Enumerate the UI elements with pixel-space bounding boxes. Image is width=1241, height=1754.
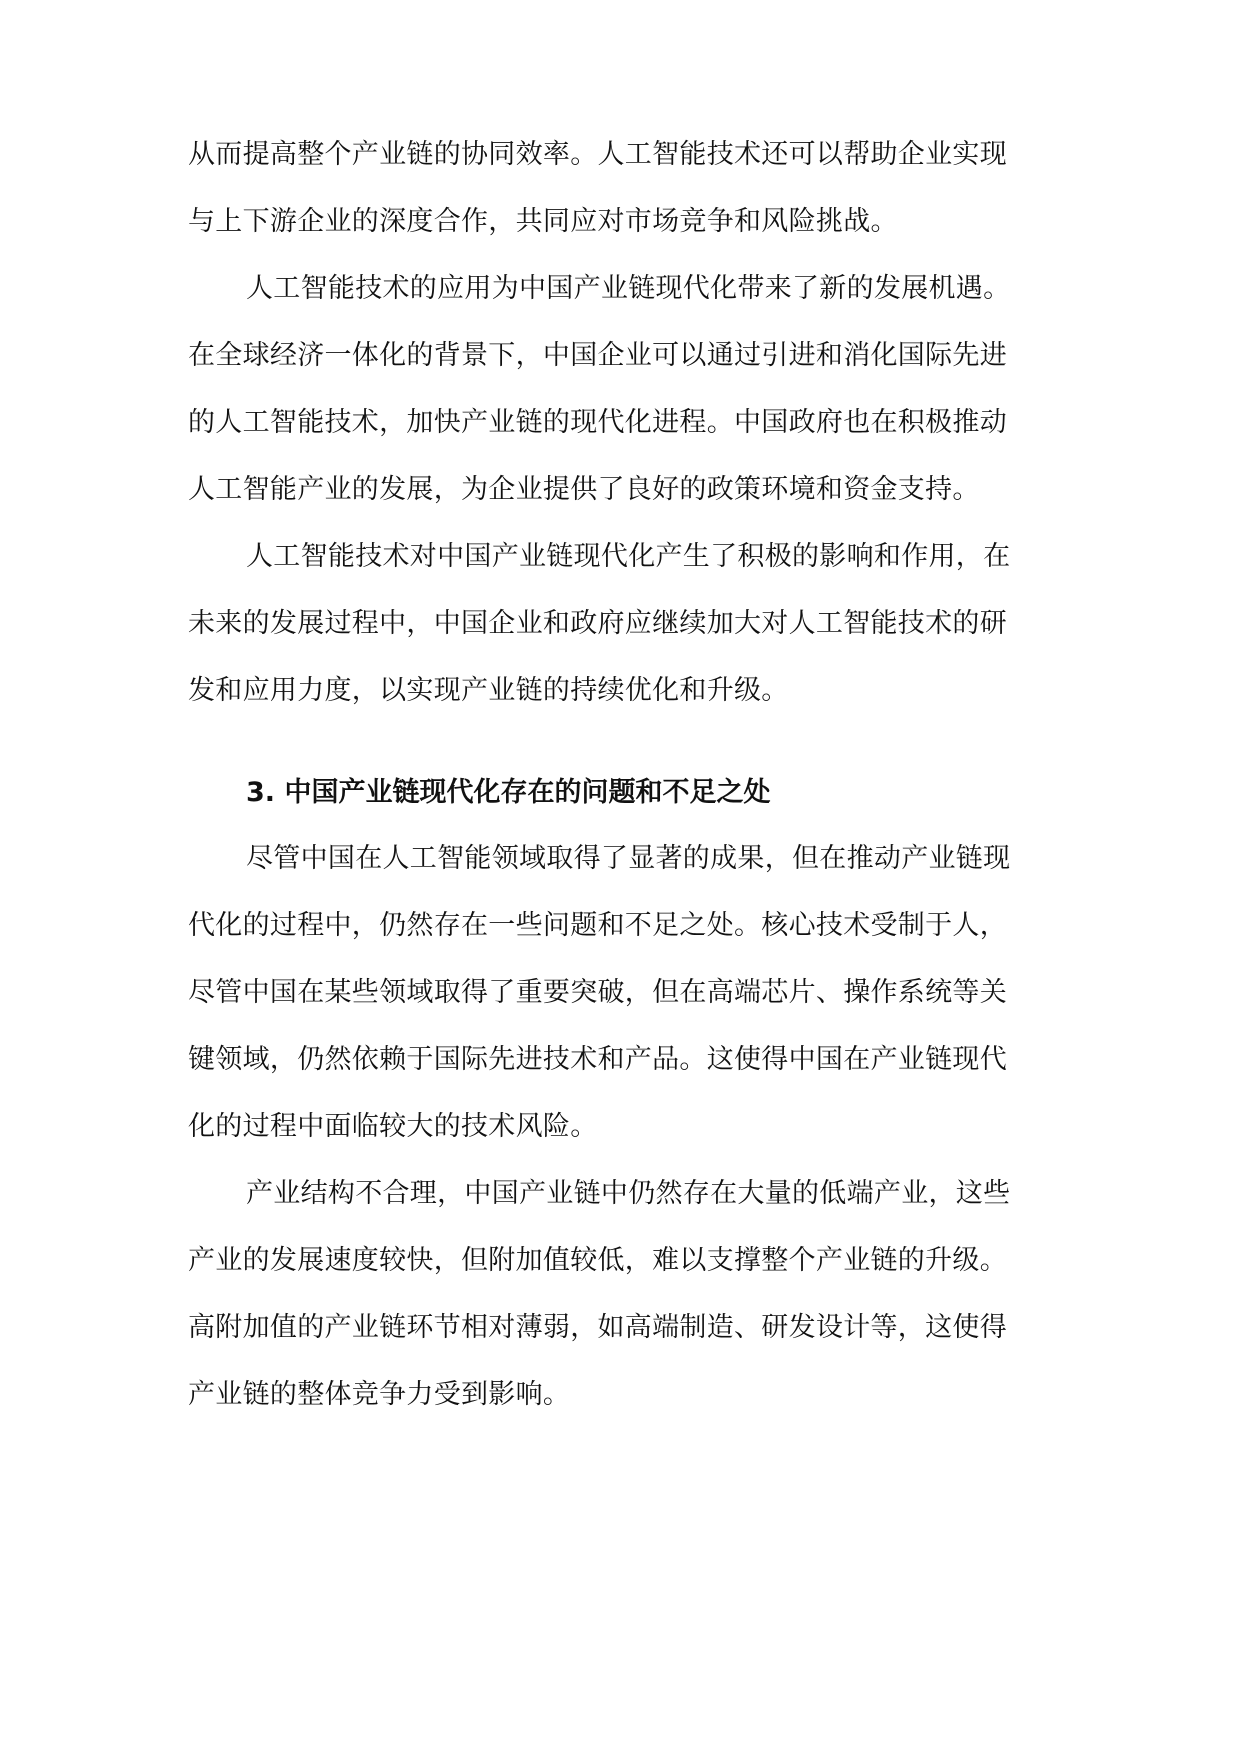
paragraph-3-line-2: 未来的发展过程中，中国企业和政府应继续加大对人工智能技术的研 — [188, 608, 1007, 639]
paragraph-4-line-2: 代化的过程中，仍然存在一些问题和不足之处。核心技术受制于人， — [188, 910, 1007, 941]
paragraph-5-line-1: 产业结构不合理，中国产业链中仍然存在大量的低端产业，这些 — [246, 1178, 1011, 1209]
section-heading: 3. 中国产业链现代化存在的问题和不足之处 — [246, 777, 771, 808]
paragraph-3-line-3: 发和应用力度，以实现产业链的持续优化和升级。 — [188, 675, 789, 706]
paragraph-2-line-2: 在全球经济一体化的背景下，中国企业可以通过引进和消化国际先进 — [188, 340, 1007, 371]
paragraph-1-line-1: 从而提高整个产业链的协同效率。人工智能技术还可以帮助企业实现 — [188, 139, 1007, 170]
paragraph-2-line-4: 人工智能产业的发展，为企业提供了良好的政策环境和资金支持。 — [188, 474, 980, 505]
paragraph-2-line-1: 人工智能技术的应用为中国产业链现代化带来了新的发展机遇。 — [246, 273, 1011, 304]
paragraph-5-line-4: 产业链的整体竞争力受到影响。 — [188, 1379, 571, 1410]
paragraph-4-line-1: 尽管中国在人工智能领域取得了显著的成果，但在推动产业链现 — [246, 843, 1011, 874]
paragraph-4-line-3: 尽管中国在某些领域取得了重要突破，但在高端芯片、操作系统等关 — [188, 977, 1007, 1008]
paragraph-2-line-3: 的人工智能技术，加快产业链的现代化进程。中国政府也在积极推动 — [188, 407, 1007, 438]
paragraph-4-line-5: 化的过程中面临较大的技术风险。 — [188, 1111, 598, 1142]
paragraph-1-line-2: 与上下游企业的深度合作，共同应对市场竞争和风险挑战。 — [188, 206, 898, 237]
paragraph-3-line-1: 人工智能技术对中国产业链现代化产生了积极的影响和作用，在 — [246, 541, 1011, 572]
paragraph-5-line-2: 产业的发展速度较快，但附加值较低，难以支撑整个产业链的升级。 — [188, 1245, 1007, 1276]
paragraph-5-line-3: 高附加值的产业链环节相对薄弱，如高端制造、研发设计等，这使得 — [188, 1312, 1007, 1343]
paragraph-4-line-4: 键领域，仍然依赖于国际先进技术和产品。这使得中国在产业链现代 — [188, 1044, 1007, 1075]
